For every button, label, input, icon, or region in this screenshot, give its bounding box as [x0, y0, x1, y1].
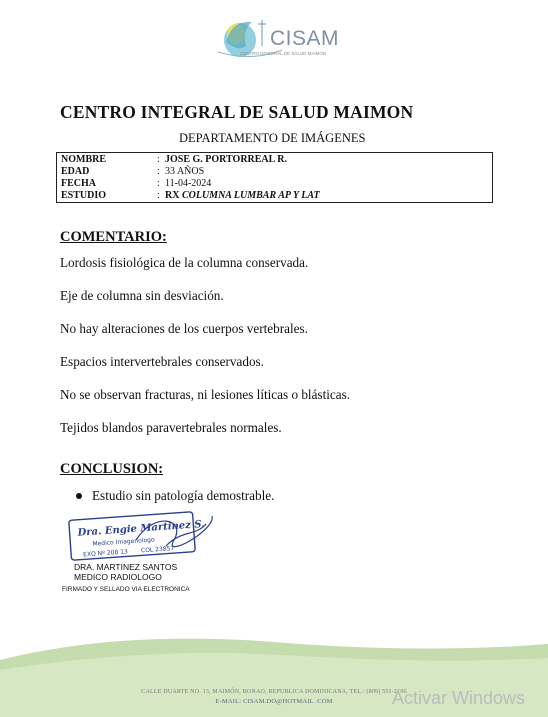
patient-info-box	[56, 152, 493, 203]
conclusion-text: Estudio sin patología demostrable.	[92, 488, 275, 503]
footer-address: CALLE DUARTE NO. 13, MAIMÓN, BONAO, REPUBLICA DOMINICANA, TEL.: (809) 551-2106	[141, 689, 407, 695]
patient-row-date	[61, 178, 211, 190]
study-prefix: RX	[165, 190, 180, 201]
footer-email: E-MAIL: CISAM.DO@HOTMAIL .COM	[215, 698, 333, 705]
comentario-heading: COMENTARIO:	[60, 229, 167, 245]
conclusion-heading: CONCLUSION:	[60, 461, 164, 477]
signer-title: MEDICO RADIOLOGO	[74, 572, 162, 582]
logo-subtitle: CENTRO INTEGRAL DE SALUD MAIMON	[240, 51, 327, 56]
signer-block	[74, 562, 177, 582]
field-separator: :	[157, 178, 160, 189]
stamp-exq: EXQ Nº 208 13	[82, 548, 129, 559]
center-title: CENTRO INTEGRAL DE SALUD MAIMON	[60, 102, 414, 122]
stamp-col: COL 23857	[140, 545, 175, 555]
patient-age: 33 AÑOS	[165, 166, 205, 177]
conclusion-item	[76, 488, 274, 504]
comentario-line: No se observan fracturas, ni lesiones líticas o blásticas.	[60, 387, 351, 402]
patient-name: JOSE G. PORTORREAL R.	[165, 154, 287, 165]
comentario-line: Espacios intervertebrales conservados.	[60, 354, 264, 369]
department-title: DEPARTAMENTO DE IMÁGENES	[179, 131, 366, 145]
comentario-line: No hay alteraciones de los cuerpos vertebrales.	[60, 321, 308, 336]
field-separator: :	[157, 190, 160, 201]
study-name: COLUMNA LUMBAR AP Y LAT	[181, 190, 320, 201]
study-date: 11-04-2024	[165, 178, 212, 189]
field-label: FECHA	[61, 178, 96, 189]
logo-wordmark: CISAM	[270, 27, 340, 50]
signer-name: DRA. MARTINEZ SANTOS	[74, 562, 178, 572]
comentario-line: Eje de columna sin desviación.	[60, 288, 224, 303]
stamp-name: Dra. Engie Martinez S.	[77, 518, 206, 539]
comentario-line: Lordosis fisiológica de la columna conservada.	[60, 255, 309, 270]
comentario-line: Tejidos blandos paravertebrales normales.	[60, 420, 282, 435]
field-separator: :	[157, 154, 160, 165]
field-label: NOMBRE	[61, 154, 106, 165]
field-label: ESTUDIO	[61, 190, 107, 201]
patient-row-study	[61, 190, 320, 202]
stamp-role: Medico Imagenologo	[92, 536, 155, 548]
activation-watermark: Activar Windows	[392, 688, 526, 708]
signature-stamp	[66, 510, 226, 566]
patient-row-name	[61, 154, 287, 166]
patient-row-age	[61, 166, 204, 178]
bullet-icon	[76, 493, 82, 499]
signature-note: FIRMADO Y SELLADO VIA ELECTRONICA	[62, 586, 190, 593]
field-separator: :	[157, 166, 160, 177]
field-label: EDAD	[61, 166, 90, 177]
